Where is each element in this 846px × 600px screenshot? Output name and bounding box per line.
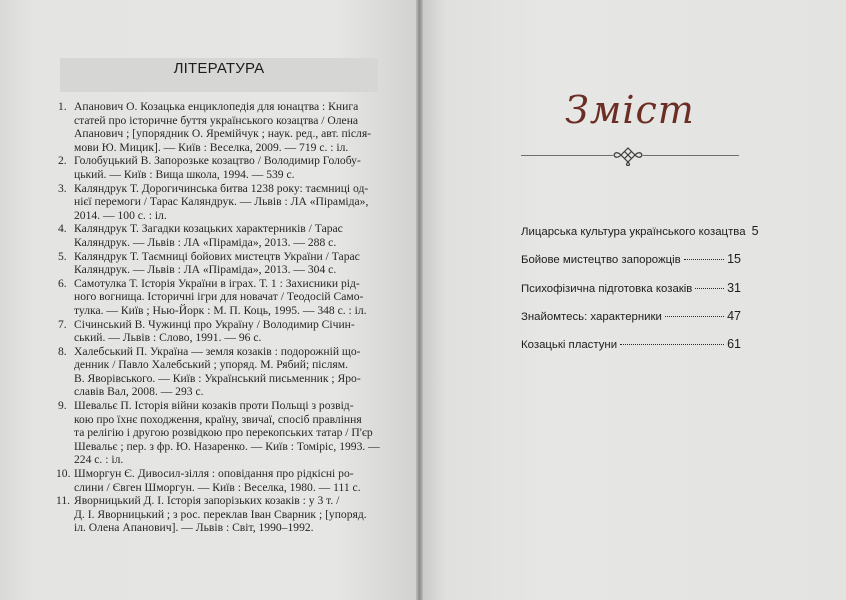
reference-line: тулка. — Київ ; Нью-Йорк : М. П. Коць, 1995. — 348 с. : іл. (74, 303, 367, 317)
reference-line: славів Вал, 2008. — 293 с. (74, 385, 204, 399)
reference-number: 7. (58, 317, 67, 331)
toc-entry[interactable] (521, 252, 741, 270)
reference-line: 224 с. : іл. (74, 453, 124, 467)
reference-item (58, 250, 380, 277)
reference-line: 2014. — 100 с. : іл. (74, 208, 167, 222)
toc-entry-title: Бойове мистецтво запорожців (521, 254, 681, 266)
reference-line: статей про історичне буття українського козацтва / Олена (74, 113, 359, 127)
knot-ornament-icon (613, 146, 643, 166)
reference-line: Шевальє ; пер. з фр. Ю. Назаренко. — Київ : Томіріс, 1993. — (74, 439, 380, 453)
reference-line: Каляндрук. — Львів : ЛА «Піраміда», 2013. — 288 с. (74, 235, 337, 249)
reference-line: Шевальє П. Історія війни козаків проти Польщі з розвід- (74, 399, 354, 413)
reference-number: 2. (58, 154, 67, 168)
toc-page-number: 61 (727, 337, 741, 351)
reference-line: мови Ю. Мицик]. — Київ : Веселка, 2009. — 719 с. : іл. (74, 140, 349, 154)
ornament-rule-left (521, 155, 613, 156)
reference-number: 3. (58, 181, 67, 195)
reference-line: Самотулка Т. Історія України в іграх. Т. 1 : Захисники рід- (74, 276, 360, 290)
book-gutter (416, 0, 423, 600)
reference-line: ного вогнища. Історичні ігри для новачат / Теодосій Само- (74, 290, 364, 304)
toc-page-number: 5 (751, 224, 759, 238)
toc-dot-leader (665, 316, 724, 317)
reference-line: нієї перемоги / Тарас Каляндрук. — Львів : ЛА «Піраміда», (74, 195, 369, 209)
reference-item (58, 154, 380, 181)
reference-item (58, 467, 380, 494)
reference-line: денник / Павло Халебський ; упоряд. М. Рябий; післям. (74, 358, 348, 372)
reference-number: 5. (58, 249, 67, 263)
reference-item (58, 345, 380, 399)
reference-number: 11. (56, 494, 71, 508)
reference-number: 1. (58, 100, 67, 113)
reference-line: Халебський П. Україна — земля козаків : подорожній що- (74, 344, 361, 358)
reference-item (58, 182, 380, 223)
reference-item (58, 100, 380, 154)
reference-line: кою про їхнє походження, країну, звичаї, спосіб правління (74, 412, 362, 426)
reference-item (58, 494, 380, 535)
reference-number: 8. (58, 344, 67, 358)
reference-line: В. Яворівського. — Київ : Український письменник ; Яро- (74, 371, 361, 385)
toc-entry-title: Психофізична підготовка козаків (521, 283, 693, 295)
toc-entry[interactable] (521, 224, 759, 242)
reference-line: Каляндрук Т. Таємниці бойових мистецтв України / Тарас (74, 249, 360, 263)
reference-item (58, 277, 380, 318)
reference-line: Каляндрук. — Львів : ЛА «Піраміда», 2013. — 304 с. (74, 263, 337, 277)
contents-title: Зміст (565, 88, 695, 132)
reference-line: Каляндрук Т. Дорогичинська битва 1238 року: таємниці од- (74, 181, 369, 195)
reference-number: 6. (58, 276, 67, 290)
toc-page-number: 15 (727, 252, 741, 266)
reference-item (58, 222, 380, 249)
reference-item (58, 318, 380, 345)
toc-page-number: 31 (727, 281, 741, 295)
toc-entry[interactable] (521, 337, 741, 355)
ornament-rule-right (643, 155, 739, 156)
reference-line: ський. — Львів : Слово, 1991. — 96 с. (74, 331, 262, 345)
reference-line: іл. Олена Апанович]. — Львів : Світ, 1990–1992. (74, 521, 314, 535)
reference-line: та релігію і другою розвідкою про перекопських татар / П'єр (74, 426, 373, 440)
toc-dot-leader (620, 344, 724, 345)
toc-entry[interactable] (521, 309, 741, 327)
reference-line: Апанович ; [упорядник О. Яремійчук ; наук. ред., авт. після- (74, 127, 372, 141)
literature-title: ЛІТЕРАТУРА (173, 60, 265, 77)
reference-line: Каляндрук Т. Загадки козацьких характерників / Тарас (74, 222, 343, 236)
reference-item (58, 399, 380, 467)
toc-page-number: 47 (727, 309, 741, 323)
toc-dot-leader (684, 259, 724, 260)
reference-line: слини / Євген Шморгун. — Київ : Веселка, 1980. — 111 с. (74, 480, 361, 494)
reference-line: Шморгун Є. Дивосил-зілля : оповідання про рідкісні ро- (74, 467, 354, 481)
reference-list (58, 100, 380, 535)
reference-line: Апанович О. Козацька енциклопедія для юнацтва : Книга (74, 100, 359, 113)
reference-line: Яворницький Д. І. Історія запорізьких козаків : у 3 т. / (74, 494, 340, 508)
reference-number: 4. (58, 222, 67, 236)
reference-line: Січинський В. Чужинці про Україну / Володимир Січин- (74, 317, 355, 331)
reference-line: цький. — Київ : Вища школа, 1994. — 539 с. (74, 167, 295, 181)
reference-number: 10. (56, 467, 71, 481)
reference-number: 9. (58, 399, 67, 413)
toc-entry-title: Знайомтесь: характерники (521, 311, 662, 323)
reference-line: Голобуцький В. Запорозьке козацтво / Володимир Голобу- (74, 154, 361, 168)
toc-entry-title: Козацькі пластуни (521, 339, 618, 351)
toc-entry-title: Лицарська культура українського козацтва (521, 226, 746, 238)
toc-entry[interactable] (521, 281, 741, 299)
reference-line: Д. І. Яворницький ; з рос. переклав Іван Сварник ; [упоряд. (74, 507, 367, 521)
toc-dot-leader (695, 288, 724, 289)
